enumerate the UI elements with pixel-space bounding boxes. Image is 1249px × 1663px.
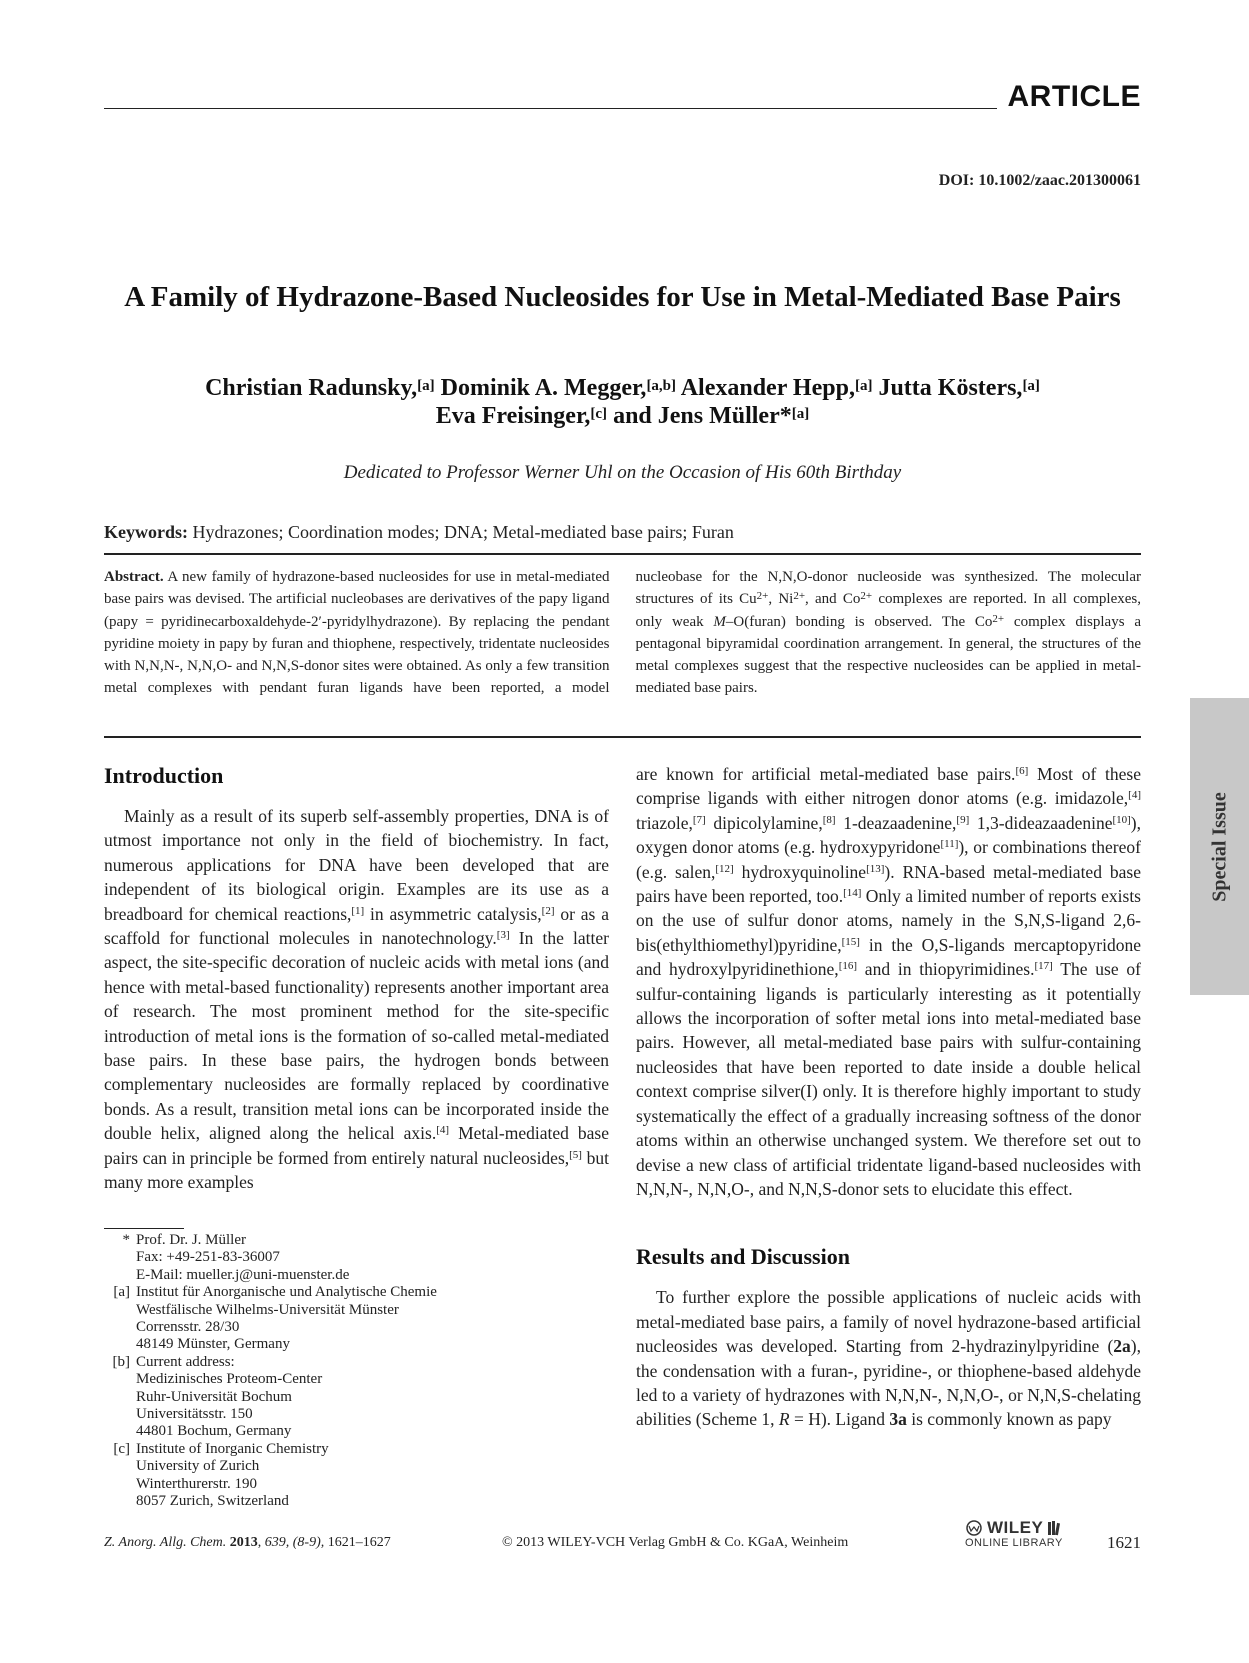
- abstract-text: complex displays a pentagonal bipyramidal coordination arrangement. In general, the structures of the metal complexes suggest that the respective nucleosides can be applied in metal-mediated base pairs.: [635, 613, 1141, 697]
- footnote-affiliation-a: [104, 1284, 609, 1354]
- author-affiliation: [a,b]: [646, 378, 677, 394]
- footnote-line: Institut für Anorganische und Analytische Chemie: [136, 1284, 437, 1301]
- author-name: and Jens Müller*: [607, 403, 792, 429]
- compound-label: 2a: [1113, 1336, 1131, 1357]
- paragraph: [636, 762, 1141, 1201]
- compound-label: 3a: [889, 1409, 907, 1430]
- charge: 2+: [992, 612, 1005, 625]
- citation[interactable]: [14]: [843, 887, 862, 900]
- footnote-affiliation-b: [104, 1354, 609, 1441]
- footnote-email[interactable]: E-Mail: mueller.j@uni-muenster.de: [136, 1266, 350, 1283]
- wiley-brand: WILEY: [987, 1518, 1044, 1537]
- footnote-affiliation-c: [104, 1441, 609, 1511]
- charge: 2+: [860, 590, 873, 603]
- body-text: Most of these comprise ligands with either nitrogen donor atoms (e.g. imidazole,: [636, 764, 1141, 809]
- author-name: Alexander Hepp,: [676, 375, 855, 401]
- body-text: To further explore the possible applications of nucleic acids with metal-mediated base pairs, a family of novel hydrazone-based artificial nucleosides was developed. Starting from 2-hydrazinylpyridine (: [636, 1287, 1141, 1357]
- article-label: ARTICLE: [1007, 80, 1141, 113]
- footnote-line: Institute of Inorganic Chemistry: [136, 1440, 329, 1457]
- footnotes: [104, 1232, 609, 1511]
- author-affiliation: [c]: [590, 406, 608, 422]
- footnote-line: Current address:: [136, 1353, 235, 1370]
- body-text: ), the condensation with a furan-, pyridine-, or thiophene-based aldehyde led to a variety of hydrazones with N,N,N-, N,N,O-, or N,N,S-chelating abilities (Scheme 1,: [636, 1336, 1141, 1430]
- body-text: hydroxyquinoline: [733, 861, 867, 882]
- journal-year: 2013: [229, 1535, 258, 1550]
- symbol: R: [778, 1409, 790, 1430]
- right-column: [636, 762, 1141, 1432]
- citation[interactable]: [1]: [351, 904, 365, 917]
- paragraph: [104, 804, 609, 1195]
- body-text: = H). Ligand: [789, 1409, 890, 1430]
- citation[interactable]: [9]: [956, 813, 970, 826]
- abstract-text: complexes are reported. In all complexes, only weak: [635, 591, 1141, 630]
- abstract-label: Abstract.: [104, 569, 164, 585]
- body-text: Mainly as a result of its superb self-assembly properties, DNA is of utmost importance not only in the field of biochemistry. In fact, numerous applications for DNA have been developed that are independent of its biological origin. Examples are its use as a breadboard for chemical reactions,: [104, 806, 609, 924]
- author-affiliation: [a]: [854, 378, 873, 394]
- footnote-line: Fax: +49-251-83-36007: [136, 1249, 280, 1266]
- citation[interactable]: [4]: [1128, 789, 1141, 802]
- citation[interactable]: [5]: [569, 1148, 582, 1161]
- wiley-sub: ONLINE LIBRARY: [965, 1537, 1063, 1549]
- body-text: dipicolylamine,: [705, 812, 823, 833]
- abstract-rule-top: [104, 553, 1141, 555]
- charge: 2+: [756, 590, 769, 603]
- citation[interactable]: [4]: [436, 1124, 450, 1137]
- footnote-line: 48149 Münster, Germany: [136, 1336, 290, 1353]
- keywords-label: Keywords:: [104, 522, 188, 542]
- citation[interactable]: [10]: [1112, 813, 1131, 826]
- author-list: [104, 374, 1141, 430]
- body-text: Metal-mediated base pairs can in principle be formed from entirely natural nucleosides,: [104, 1123, 609, 1168]
- page-number: 1621: [1107, 1533, 1141, 1552]
- body-text: and in thiopyrimidines.: [857, 959, 1035, 980]
- citation[interactable]: [15]: [841, 935, 860, 948]
- footnote-line: Winterthurerstr. 190: [136, 1475, 258, 1492]
- special-issue-tab: [1190, 698, 1249, 995]
- keywords-text: Hydrazones; Coordination modes; DNA; Metal-mediated base pairs; Furan: [188, 522, 734, 542]
- abstract: [104, 566, 1141, 700]
- journal-name: Z. Anorg. Allg. Chem.: [104, 1535, 227, 1550]
- wiley-logo-icon: [965, 1520, 983, 1536]
- footnote-line: University of Zurich: [136, 1458, 260, 1475]
- copyright: © 2013 WILEY-VCH Verlag GmbH & Co. KGaA, Weinheim: [502, 1535, 849, 1550]
- section-heading-introduction: Introduction: [104, 763, 224, 788]
- section-heading-results: Results and Discussion: [636, 1244, 850, 1270]
- doi[interactable]: DOI: 10.1002/zaac.201300061: [938, 172, 1141, 189]
- charge: 2+: [793, 590, 806, 603]
- author-name: Dominik A. Megger,: [434, 375, 647, 401]
- citation[interactable]: [8]: [822, 813, 836, 826]
- abstract-text: A new family of hydrazone-based nucleosides for use in metal-mediated base pairs was devised. The artificial nucleobases are derivatives of the papy ligand (papy = pyridinecarboxaldehyde-2′-pyridylhydrazone). By replacing the pendant pyridine moiety in papy by furan and thiophene, respectively, tridentate nucleosides with N,N,N-, N,N,O- and N,N,S-donor sites were obtained. As only a few transition metal complexes with pendant furan ligands have been reported, a model nucleobase for the N,N,O-donor nucleoside was synthesized. The molecular structures of its Cu: [104, 569, 1141, 697]
- citation[interactable]: [17]: [1034, 960, 1053, 973]
- body-text: 1-deazaadenine,: [835, 812, 957, 833]
- footnote-line: Ruhr-Universität Bochum: [136, 1388, 292, 1405]
- abstract-symbol: M: [713, 613, 726, 630]
- dedication: Dedicated to Professor Werner Uhl on the Occasion of His 60th Birthday: [343, 462, 902, 483]
- abstract-text: –O(furan) bonding is observed. The Co: [725, 613, 993, 630]
- paragraph: [636, 1285, 1141, 1431]
- footnote-line: Universitätsstr. 150: [136, 1406, 253, 1423]
- abstract-rule-bottom: [104, 736, 1141, 738]
- footnote-line: 44801 Bochum, Germany: [136, 1423, 292, 1440]
- body-text: In the latter aspect, the site-specific decoration of nucleic acids with metal ions (and hence with metal-based functionality) represents another important area of research. The most prominent method for the site-specific introduction of metal ions is the formation of so-called metal-mediated base pairs. In these base pairs, the hydrogen bonds between complementary nucleosides are formally replaced by coordinative bonds. As a result, transition metal ions can be incorporated inside the double helix, aligned along the helical axis.: [104, 928, 609, 1144]
- footer-citation: Z. Anorg. Allg. Chem. 2013, 639, (8-9), 1621–1627: [104, 1535, 391, 1550]
- footnote-line: Corrensstr. 28/30: [136, 1319, 240, 1336]
- body-text: 1,3-dideazaadenine: [969, 812, 1113, 833]
- abstract-text: , Ni: [768, 591, 794, 608]
- citation[interactable]: [13]: [866, 862, 885, 875]
- citation[interactable]: [3]: [496, 929, 510, 942]
- footnote-line: Medizinisches Proteom-Center: [136, 1371, 323, 1388]
- wiley-logo[interactable]: [965, 1518, 1063, 1549]
- footnote-key: *: [122, 1232, 130, 1248]
- body-text: are known for artificial metal-mediated base pairs.: [636, 764, 1016, 784]
- footnote-line: Prof. Dr. J. Müller: [136, 1232, 246, 1248]
- author-name: Eva Freisinger,: [435, 403, 591, 429]
- author-affiliation: [a]: [417, 378, 435, 394]
- citation[interactable]: [6]: [1015, 765, 1029, 777]
- header-rule: [104, 108, 997, 109]
- body-text: Only a limited number of reports exists on the use of sulfur donor atoms, namely in the S,N,S-ligand 2,6-bis(ethylthiomethyl)pyridine,: [636, 886, 1141, 955]
- footnote-key: [a]: [113, 1284, 130, 1301]
- footnote-line: 8057 Zurich, Switzerland: [136, 1493, 289, 1510]
- body-text: or as a scaffold for functional molecules in nanotechnology.: [104, 903, 609, 949]
- body-text: in asymmetric catalysis,: [364, 903, 542, 924]
- body-text: ), oxygen donor atoms (e.g. hydroxypyridone: [636, 812, 1141, 858]
- footnote-corresponding: [104, 1232, 609, 1284]
- author-affiliation: [a]: [1022, 378, 1040, 394]
- citation[interactable]: [16]: [838, 960, 858, 973]
- body-text: ), or combinations thereof (e.g. salen,: [636, 837, 1141, 882]
- keywords: [104, 522, 734, 543]
- journal-pages: 1621–1627: [327, 1535, 391, 1550]
- special-issue-label: Special Issue: [1208, 791, 1230, 902]
- body-text: is commonly known as papy: [906, 1409, 1112, 1430]
- footnote-rule: [104, 1228, 184, 1229]
- footnote-key: [b]: [112, 1353, 130, 1370]
- journal-volume: 639, (8-9),: [264, 1535, 325, 1550]
- footnote-line: Westfälische Wilhelms-Universität Münster: [136, 1301, 399, 1318]
- author-affiliation: [a]: [791, 406, 810, 422]
- body-text: ). RNA-based metal-mediated base pairs have been reported, too.: [636, 861, 1141, 907]
- citation[interactable]: [2]: [541, 904, 555, 917]
- abstract-text: , and Co: [805, 591, 861, 608]
- body-text: in the O,S-ligands mercaptopyridone and hydroxylpyridinethione,: [636, 934, 1141, 980]
- citation[interactable]: [11]: [940, 838, 959, 851]
- author-name: Jutta Kösters,: [872, 375, 1023, 401]
- citation[interactable]: [7]: [692, 813, 706, 826]
- paper-title: A Family of Hydrazone-Based Nucleosides for Use in Metal-Mediated Base Pairs: [124, 281, 1121, 313]
- author-name: Christian Radunsky,: [205, 375, 418, 401]
- library-icon: [1047, 1520, 1061, 1536]
- body-text: The use of sulfur-containing ligands is particularly interesting as it potentially allows the incorporation of softer metal ions into metal-mediated base pairs. However, all metal-mediated base pairs with sulfur-containing nucleosides that have been reported to date inside a double helical context comprise silver(I) only. It is therefore highly important to study systematically the effect of a gradually increasing softness of the donor atoms within an otherwise unchanged system. We therefore set out to devise a new class of artificial tridentate ligand-based nucleosides with N,N,N-, N,N,O-, and N,N,S-donor sets to elucidate this effect.: [636, 959, 1141, 1199]
- body-text: triazole,: [636, 812, 693, 833]
- body-text: but many more examples: [104, 1147, 609, 1193]
- left-column: [104, 762, 609, 1195]
- citation[interactable]: [12]: [715, 862, 734, 875]
- footnote-key: [c]: [113, 1440, 130, 1457]
